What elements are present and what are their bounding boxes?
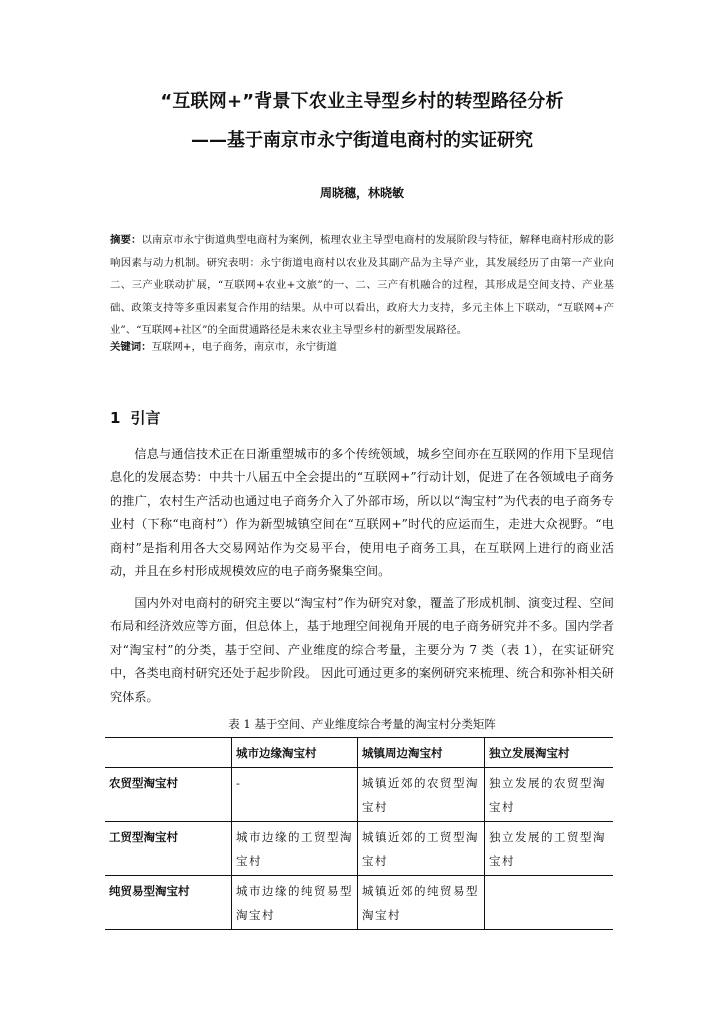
table-row: [105, 876, 613, 930]
table-cell: 城镇近郊的工贸型淘宝村: [358, 822, 485, 876]
paper-title: “互联网+”背景下农业主导型乡村的转型路径分析: [160, 91, 564, 112]
keywords-text: 互联网+，电子商务，南京市，永宁街道: [151, 341, 337, 353]
table-cell: 城镇近郊的农贸型淘宝村: [358, 768, 485, 822]
row-header: 纯贸易型淘宝村: [109, 884, 190, 898]
body-paragraph-1: 信息与通信技术正在日渐重塑城市的多个传统领域，城乡空间亦在互联网的作用下呈现信息化的发展态势：中共十八届五中全会提出的“互联网+”行动计划，促进了在各领域电子商务的推广，农村生产活动也通过电子商务介入了外部市场，所以以“淘宝村”为代表的电子商务专业村（下称“电商村”）作为新型城镇空间在“互联网+”时代的应运而生，走进大众视野。“电商村”是指利用各大交易网站作为交易平台，使用电子商务工具，在互联网上进行的商业活动，并且在乡村形成规模效应的电子商务聚集空间。: [110, 447, 614, 579]
column-header-independent: 独立发展淘宝村: [485, 738, 614, 768]
section-title: 引言: [130, 409, 161, 427]
table-header-row: [105, 738, 613, 768]
classification-table: [105, 737, 613, 930]
paper-subtitle: ——基于南京市永宁街道电商村的实证研究: [191, 130, 533, 151]
section-heading: [110, 407, 160, 428]
abstract-label: 摘要：: [110, 234, 142, 246]
table-caption: 表 1 基于空间、产业维度综合考量的淘宝村分类矩阵: [228, 717, 496, 731]
column-header-city-edge: 城市边缘淘宝村: [232, 738, 358, 768]
table-cell: 独立发展的工贸型淘宝村: [485, 822, 614, 876]
abstract-text: 以南京市永宁街道典型电商村为案例，梳理农业主导型电商村的发展阶段与特征，解释电商村形成的影响因素与动力机制。研究表明：永宁街道电商村以农业及其副产品为主导产业，其发展经历了由第一产业向二、三产业联动扩展，“互联网+农业+文旅”的一、二、三产有机融合的过程，其形成是空间支持、产业基础、政策支持等多重因素复合作用的结果。从中可以看出，政府大力支持，多元主体上下联动，“互联网+产业”、“互联网+社区”的全面贯通路径是未来农业主导型乡村的新型发展路径。: [110, 234, 615, 336]
body-paragraph-2: 国内外对电商村的研究主要以“淘宝村”作为研究对象，覆盖了形成机制、演变过程、空间布局和经济效应等方面，但总体上，基于地理空间视角开展的电子商务研究并不多。国内学者对“淘宝村”的分类，基于空间、产业维度的综合考量，主要分为 7 类（表 1），在实证研究中，各类电商村研究还处于起步阶段。 因此可通过更多的案例研究来梳理、统合和弥补相关研究体系。: [110, 596, 614, 704]
table-cell: 城镇近郊的纯贸易型淘宝村: [358, 876, 485, 930]
section-number: 1: [110, 409, 121, 427]
table-cell: 城市边缘的工贸型淘宝村: [232, 822, 358, 876]
row-header: 农贸型淘宝村: [109, 776, 178, 790]
table-row: [105, 822, 613, 876]
table-corner-cell: [105, 738, 232, 768]
table-cell: 独立发展的农贸型淘宝村: [485, 768, 614, 822]
table-cell: 城市边缘的纯贸易型淘宝村: [232, 876, 358, 930]
keywords-label: 关键词：: [110, 341, 152, 353]
keywords-block: [110, 338, 614, 356]
column-header-town-periphery: 城镇周边淘宝村: [358, 738, 485, 768]
table-row: [105, 768, 613, 822]
row-header: 工贸型淘宝村: [109, 830, 178, 844]
table-cell: -: [232, 768, 358, 822]
table-cell: [485, 876, 614, 930]
author-list: 周晓穗，林晓敏: [319, 186, 404, 200]
abstract-block: [110, 229, 614, 342]
